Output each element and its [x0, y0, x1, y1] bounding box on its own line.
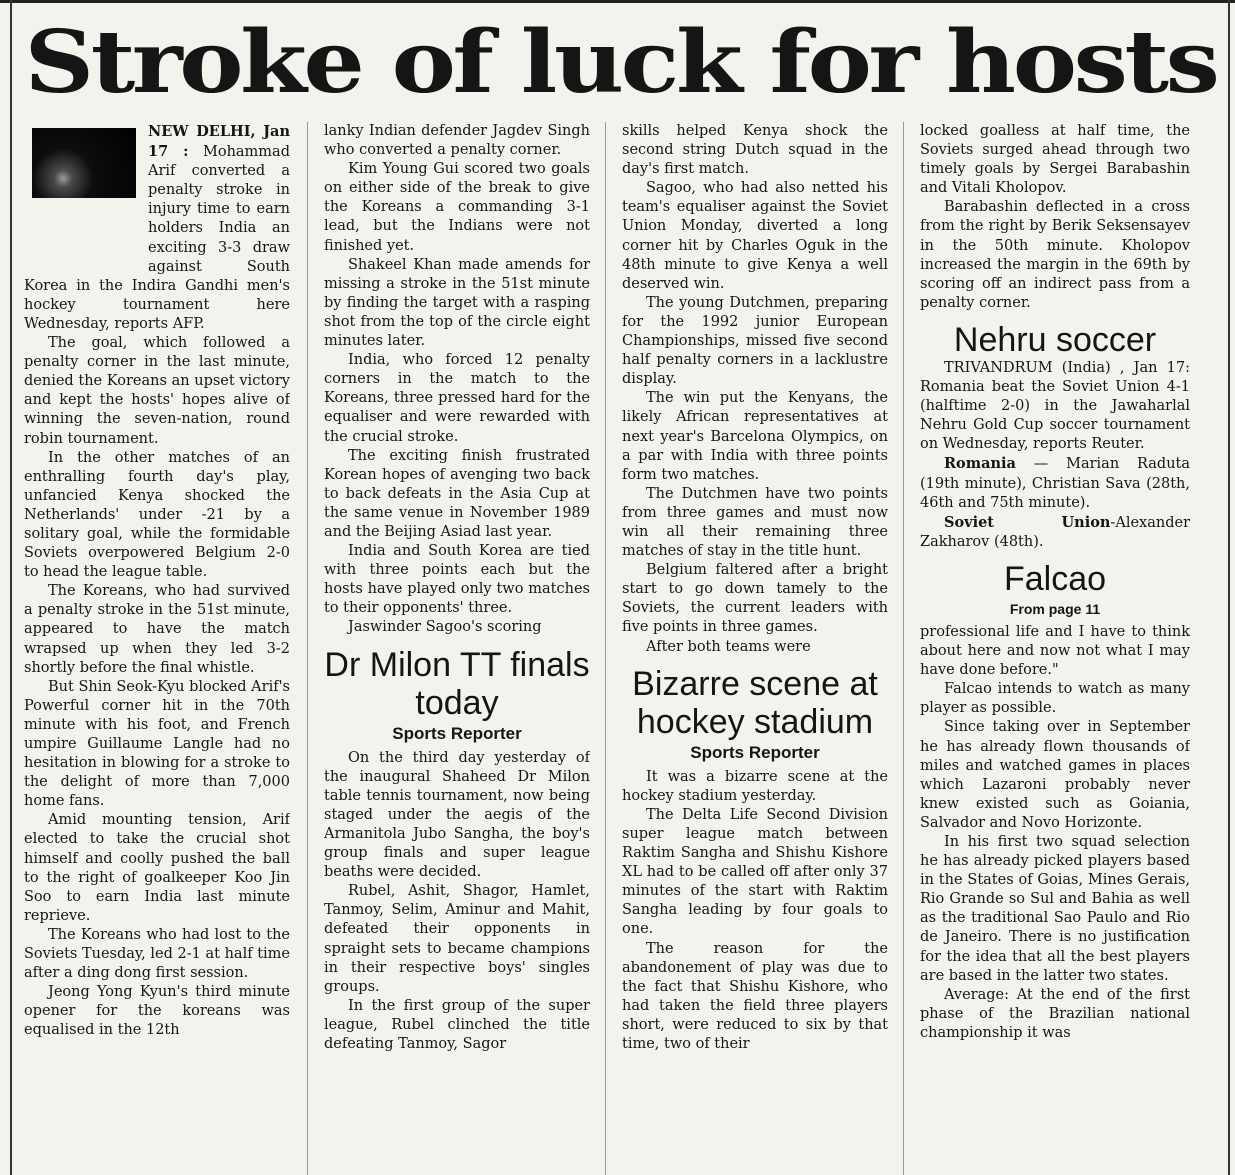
player-photo — [32, 128, 136, 198]
romania-team: Romania — [944, 455, 1016, 473]
story-paragraph: Sagoo, who had also netted his team's equaliser against the Soviet Union Monday, diverted a long corner hit by Charles Oguk in the 48th minute to give Kenya a well deserved win. — [622, 180, 888, 292]
story-paragraph: Jaswinder Sagoo's scoring — [348, 619, 542, 636]
column-rule — [903, 122, 904, 1175]
column-3 — [622, 122, 888, 1175]
story-paragraph: Belgium faltered after a bright start to go down tamely to the Soviets, the current leaders with five points in three games. — [622, 562, 888, 636]
falcao-headline: Falcao — [1003, 559, 1107, 598]
falcao-paragraph: In his first two squad selection he has already picked players based in the States of Goias, Mines Gerais, Rio Grande so Sul and Bahia as well as the traditional Sao Paulo and Rio de Janeiro. There is no justification for the idea that all the best players are based in the latter two states. — [920, 834, 1190, 984]
story-paragraph: Barabashin deflected in a cross from the right by Berik Seksensayev in the 50th minute. Kholopov increased the margin in the 69th by scoring off an indirect pass from a penalty corner. — [920, 199, 1190, 311]
bizarre-paragraph: It was a bizarre scene at the hockey stadium yesterday. — [622, 768, 888, 804]
main-headline: Stroke of luck for hosts — [24, 12, 1217, 113]
falcao-jump-line: From page 11 — [1009, 600, 1101, 617]
story-paragraph: lanky Indian defender Jagdev Singh who converted a penalty corner. — [324, 123, 590, 159]
story-paragraph: The Dutchmen have two points from three games and must now win all their remaining three matches of stay in the title hunt. — [622, 485, 888, 560]
falcao-paragraph: Average: At the end of the first phase of the Brazilian national championship it was — [920, 986, 1190, 1041]
story-paragraph: India and South Korea are tied with three points each but the hosts have played only two matches to their opponents' three. — [324, 543, 590, 617]
story-paragraph: The win put the Kenyans, the likely African representatives at next year's Barcelona Olympics, on a par with India with three points form two matches. — [622, 390, 888, 483]
bizarre-paragraph: The Delta Life Second Division super league match between Raktim Sangha and Shishu Kishore XL had to be called off after only 37 minutes of the start with Raktim Sangha leading by four goals to one. — [622, 806, 888, 938]
story-paragraph: The exciting finish frustrated Korean hopes of avenging two back to back defeats in the Asia Cup at the same venue in November 1989 and the Beijing Asiad last year. — [324, 447, 590, 540]
nehru-soviet-scorers: Soviet Union-Alexander Zakharov (48th). — [920, 513, 1190, 550]
story-paragraph: locked goalless at half time, the Soviets surged ahead through two timely goals by Sergei Barabashin and Vitali Kholopov. — [920, 123, 1190, 197]
column-rule — [605, 122, 606, 1175]
nehru-romania-scorers: Romania — Marian Raduta (19th minute), Christian Sava (28th, 46th and 75th minute). — [920, 455, 1190, 511]
nehru-lead: TRIVANDRUM (India) , Jan 17: Romania beat the Soviet Union 4-1 (halftime 2-0) in the Jawaharlal Nehru Gold Cup soccer tournament on Wednesday, reports Reuter. — [920, 359, 1190, 453]
page-top-rule — [0, 0, 1235, 3]
falcao-paragraph: Falcao intends to watch as many player as possible. — [920, 681, 1190, 717]
story-paragraph: Kim Young Gui scored two goals on either side of the break to give the Koreans a commanding 3-1 lead, but the Indians were not finished yet. — [324, 161, 590, 254]
soviet-team: Soviet Union — [944, 513, 1111, 531]
story-paragraph: Shakeel Khan made amends for missing a stroke in the 51st minute by finding the target with a rasping shot from the top of the circle eight minutes later. — [324, 256, 590, 350]
falcao-paragraph: professional life and I have to think about here and now not what I may have done before." — [920, 623, 1190, 679]
story-paragraph: The Koreans, who had survived a penalty stroke in the 51st minute, appeared to have the match wrapsed up when they led 3-2 shortly before the final whistle. — [24, 583, 290, 676]
story-paragraph: But Shin Seok-Kyu blocked Arif's Powerful corner hit in the 70th minute with his foot, and French umpire Guillaume Langle had no hesitation in blowing for a stroke to the delight of more than 7,000 home fans. — [24, 678, 290, 810]
story-paragraph: The goal, which followed a penalty corner in the last minute, denied the Koreans an upset victory and kept the hosts' hopes alive of winning the seven-nation, round robin tournament. — [24, 335, 290, 447]
milon-paragraph: In the first group of the super league, Rubel clinched the title defeating Tanmoy, Sagor — [324, 997, 590, 1053]
falcao-paragraph: Since taking over in September he has already flown thousands of miles and watched games in places which Lazaroni probably never knew existed such as Goiania, Salvador and Novo Horizonte. — [920, 719, 1190, 831]
bizarre-headline: Bizarre scene at hockey stadium — [632, 664, 878, 741]
story-paragraph: The young Dutchmen, preparing for the 1992 junior European Championships, missed five second half penalty corners in a lacklustre display. — [622, 294, 888, 388]
column-2 — [324, 122, 590, 1175]
bizarre-paragraph: The reason for the abandonement of play was due to the fact that Shishu Kishore, who had taken the field three players short, were reduced to six by that time, two of their — [622, 940, 888, 1053]
story-paragraph: India, who forced 12 penalty corners in the match to the Koreans, three pressed hard for the equaliser and were rewarded with the crucial stroke. — [324, 352, 590, 445]
story-paragraph: Amid mounting tension, Arif elected to take the crucial shot himself and coolly pushed the ball to the right of goalkeeper Koo Jin Soo to earn India last minute reprieve. — [24, 812, 290, 924]
page-right-rule — [1228, 0, 1230, 1175]
lead-paragraph: NEW DELHI, Jan 17 : Mohammad Arif converted a penalty stroke in injury time to earn holders India an exciting 3-3 draw against South Korea in the Indira Gandhi men's hockey tournament here Wednesday, reports AFP. — [24, 123, 290, 332]
column-1 — [24, 122, 290, 1175]
column-rule — [307, 122, 308, 1175]
nehru-headline: Nehru soccer — [953, 320, 1157, 359]
bizarre-byline: Sports Reporter — [690, 742, 820, 762]
milon-paragraph: On the third day yesterday of the inaugural Shaheed Dr Milon table tennis tournament, now being staged under the aegis of the Armanitola Jubo Sangha, the boy's group finals and super league beaths were decided. — [324, 749, 590, 881]
dateline: NEW DELHI, Jan 17 : — [148, 123, 290, 161]
story-paragraph: Jeong Yong Kyun's third minute opener for the koreans was equalised in the 12th — [24, 984, 290, 1039]
story-paragraph: skills helped Kenya shock the second string Dutch squad in the day's first match. — [622, 123, 888, 178]
milon-byline: Sports Reporter — [392, 723, 522, 743]
milon-headline: Dr Milon TT finals today — [324, 645, 590, 722]
column-4 — [920, 122, 1190, 1175]
page-left-rule — [10, 0, 12, 1175]
story-paragraph: After both teams were — [646, 638, 811, 655]
story-paragraph: The Koreans who had lost to the Soviets Tuesday, led 2-1 at half time after a ding dong first session. — [24, 926, 290, 982]
milon-paragraph: Rubel, Ashit, Shagor, Hamlet, Tanmoy, Selim, Aminur and Mahit, defeated their opponents in spraight sets to became champions in their respective boys' singles groups. — [324, 883, 590, 995]
story-paragraph: In the other matches of an enthralling fourth day's play, unfancied Kenya shocked the Netherlands' under -21 by a solitary goal, while the formidable Soviets overpowered Belgium 2-0 to head the league table. — [24, 449, 290, 581]
